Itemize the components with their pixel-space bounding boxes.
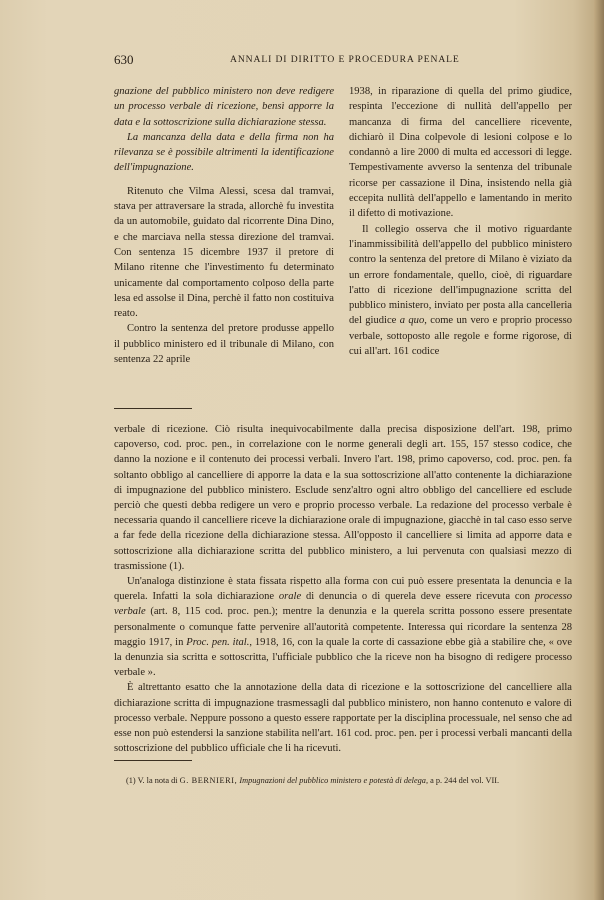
denuncia-paragraph <box>114 574 572 680</box>
denuncia-text-b: di denuncia o di querela deve essere ricevuta con <box>305 591 531 603</box>
a-quo-phrase: a quo <box>399 315 425 327</box>
footnote-author: G. BERNIERI, <box>179 776 238 785</box>
maxim-2: La mancanza della data e della firma non ha rilevanza se è possibile altrimenti la identificazione dell'impugnazione. <box>114 131 334 174</box>
left-column <box>114 84 334 367</box>
footnote <box>114 775 572 787</box>
facts-paragraph: Ritenuto che Vilma Alessi, scesa dal tramvai, stava per attraversare la strada, allorchè fu investita da un automobile, guidato dal ricorrente Dina Dino, e che marciava nella stessa direzione del tramvai. Con sentenza 15 dicembre 1937 il pretore di Milano ritenne che l'investimento fu determinato unicamente dal comportamento colposo della parte lesa ed assolse il Dina, perchè il fatto non costituiva reato. <box>114 185 334 320</box>
tribunal-paragraph: 1938, in riparazione di quella del primo giudice, respinta l'eccezione di nullità dell'appello per mancanza di firma del cancelliere ricevente, dichiarò il Dina colpevole di lesioni colpose e lo condannò a lire 2000 di multa ed accessori di legge. Tempestivamente avverso la sentenza del tribunale ricorse per cassazione il Dina, insistendo nella già eccepita nullità dell'appello e lamentando in merito il difetto di motivazione. <box>349 86 572 220</box>
annotazione-paragraph: È altrettanto esatto che la annotazione della data di ricezione e la sottoscrizione del cancelliere alla dichiarazione scritta di impugnazione trasmessagli dal pubblico ministero, non hanno contenuto e valore di processo verbale. Neppure possono a questo essere rapportate per la disciplina processuale, nel senso che ad esse non può estendersi la sanzione stabilita nell'art. 161 cod. proc. pen. per i processi verbali mancanti della sottoscrizione del pubblico ufficiale che li ha ricevuti. <box>114 682 572 755</box>
processo-verbale-phrase: processo verbale <box>114 591 572 618</box>
denuncia-text-d: , 1918, 16, con la quale la corte di cassazione ebbe già a stabilire che, « ove la denunzia sia scritta e sottoscritta, l'ufficiale pubblico che la riceve non ha bisogno di redigere processo verbale ». <box>114 636 572 679</box>
page-edge-shadow <box>594 0 604 900</box>
page-number: 630 <box>114 52 134 67</box>
collegio-text-start: Il collegio osserva che il motivo riguardante l'inammissibilità dell'appello del pubblico ministero contro la sentenza del pretore di Milano è viziato da un errore fondamentale, quello, cioè, di riguardare l'atto di ricezione dell'impugnazione scritta del pubblico ministero, inviato per posta alla cancelleria del giudice <box>349 223 572 327</box>
orale-word: orale <box>278 591 302 603</box>
footnote-suffix: a p. 244 del vol. VII. <box>430 776 500 785</box>
page-header <box>114 52 578 68</box>
footnote-title: Impugnazioni del pubblico ministero e potestà di delega, <box>239 776 429 785</box>
maxim-1: gnazione del pubblico ministero non deve redigere un processo verbale di ricezione, bensì apporre la data e la sottoscrizione sulla dichiarazione stessa. <box>114 86 334 128</box>
collegio-text-end: , come un vero e proprio processo verbale, sottoposto alle regole e forme rigorose, di cui all'art. 161 codice <box>349 315 573 358</box>
column-separator-rule <box>114 408 192 409</box>
denuncia-text-c: (art. 8, 115 cod. proc. pen.); mentre la denunzia e la querela scritta possono essere presentate personalmente o comunque fatte pervenire all'autorità competente. Interessa qui ricordare la sentenza 28 maggio 1917, in <box>114 606 573 648</box>
journal-citation: Proc. pen. ital. <box>186 636 250 648</box>
verbale-paragraph: verbale di ricezione. Ciò risulta inequivocabilmente dalla precisa disposizione dell'art. 198, primo capoverso, cod. proc. pen., in correlazione con le norme generali degli art. 155, 157 stesso codice, che danno la nozione e il contenuto dei processi verbali. Invero l'art. 198, primo capoverso, cod. proc. pen. fa soltanto obbligo al cancelliere di apporre la data e la sua sottoscrizione all'atto contenente la dichiarazione di impugnazione del pubblico ministero. Esclude senz'altro ogni altro obbligo del cancelliere ed esclude perciò che questi debba redigere un vero e proprio processo verbale. La redazione del processo verbale è necessaria quando il cancelliere riceve la dichiarazione orale di impugnazione, giacchè in tal caso esso serve a far fede della ricezione della dichiarazione stessa. All'opposto il cancelliere si limita ad apporre data e sottoscrizione alla dichiarazione scritta del pubblico ministero, a lui pervenuta con qualsiasi mezzo di trasmissione (1). <box>114 424 572 572</box>
running-title: ANNALI DI DIRITTO E PROCEDURA PENALE <box>230 54 460 65</box>
footnote-rule <box>114 760 192 761</box>
denuncia-text-a: Un'analoga distinzione è stata fissata rispetto alla forma con cui può essere presentata la denuncia e la querela. Infatti la sola dichiarazione <box>114 576 572 603</box>
full-width-text <box>114 422 572 756</box>
collegio-paragraph <box>349 222 572 360</box>
appeal-paragraph: Contro la sentenza del pretore produsse appello il pubblico ministero ed il tribunale di Milano, con sentenza 22 aprile <box>114 323 334 366</box>
right-column <box>349 84 572 359</box>
footnote-prefix: (1) V. la nota di <box>126 776 178 785</box>
